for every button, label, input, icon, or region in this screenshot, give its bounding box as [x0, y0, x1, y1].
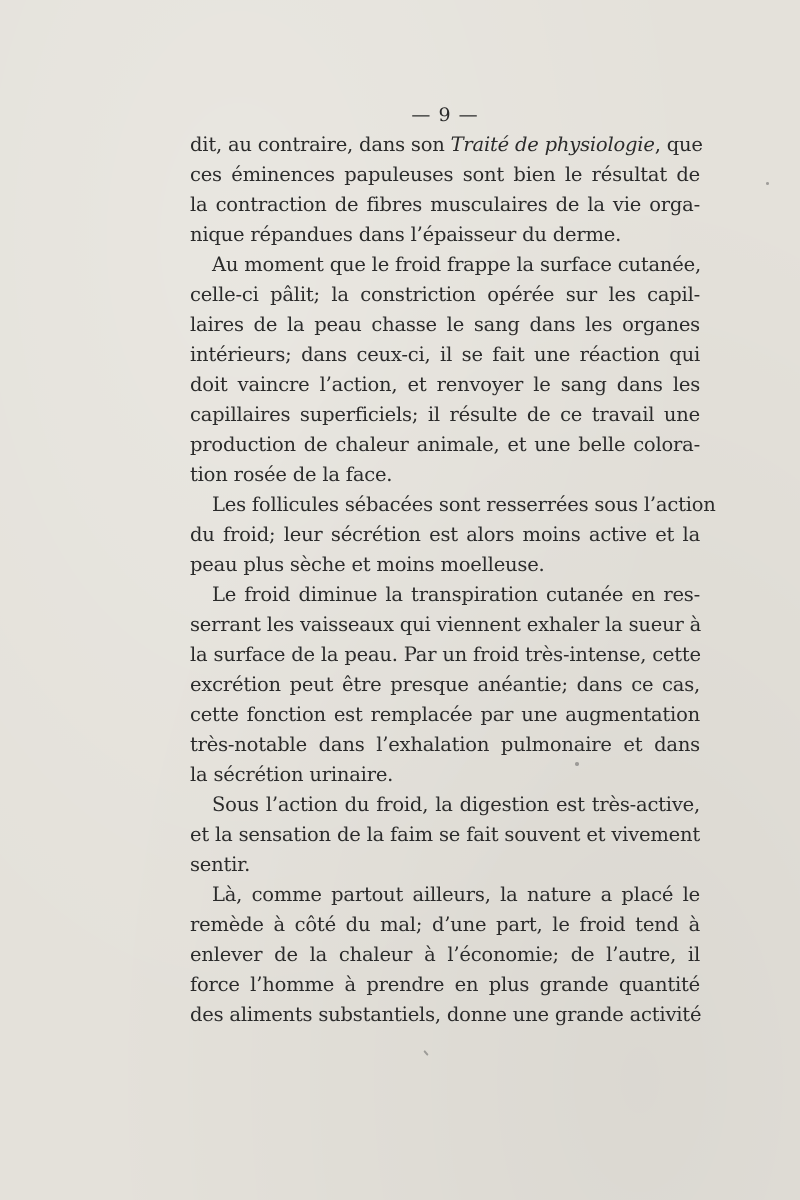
text-line-content: dit, au contraire, dans son: [190, 133, 451, 156]
text-line-content: du froid; leur sécrétion est alors moins active et la: [190, 523, 700, 546]
text-line: [190, 1000, 700, 1030]
paper-speck: [423, 1050, 428, 1056]
text-line: [190, 250, 700, 280]
text-line: [190, 790, 700, 820]
body-text: [190, 130, 716, 1030]
text-line: [190, 130, 703, 160]
text-line-content: intérieurs; dans ceux-ci, il se fait une réaction qui: [190, 343, 700, 366]
paper-speck: [575, 762, 579, 766]
text-line: [190, 520, 700, 550]
book-title: Traité de physiologie: [450, 133, 655, 156]
text-line-content: capillaires superficiels; il résulte de ce travail une: [190, 403, 700, 426]
text-line-content: Au moment que le froid frappe la surface cutanée,: [212, 253, 701, 276]
text-line: [190, 850, 700, 880]
text-line: [190, 820, 700, 850]
text-line-content: doit vaincre l’action, et renvoyer le sang dans les: [190, 373, 700, 396]
text-line: [190, 580, 700, 610]
text-line: [190, 310, 700, 340]
text-line: [190, 760, 700, 790]
text-line: [190, 460, 700, 490]
text-line: [190, 730, 700, 760]
text-line-content: des aliments substantiels, donne une grande activité: [190, 1003, 702, 1026]
text-line-content: sentir.: [190, 853, 251, 876]
text-line-content: serrant les vaisseaux qui viennent exhaler la sueur à: [190, 613, 702, 636]
text-line: [190, 940, 700, 970]
text-line-content: production de chaleur animale, et une belle colora-: [190, 433, 700, 456]
text-line-content: Sous l’action du froid, la digestion est très-active,: [212, 793, 700, 816]
text-line-content: la surface de la peau. Par un froid très-intense, cette: [190, 643, 701, 666]
text-line-content: celle-ci pâlit; la constriction opérée sur les capil-: [190, 283, 700, 306]
text-line-content: remède à côté du mal; d’une part, le froid tend à: [190, 913, 700, 936]
text-line-content: très-notable dans l’exhalation pulmonaire et dans: [190, 733, 700, 756]
text-line-content: et la sensation de la faim se fait souvent et vivement: [190, 823, 700, 846]
text-line: [190, 190, 700, 220]
text-line: [190, 220, 700, 250]
text-line-content: Là, comme partout ailleurs, la nature a placé le: [212, 883, 700, 906]
text-line: [190, 670, 700, 700]
text-line-content: laires de la peau chasse le sang dans les organes: [190, 313, 700, 336]
text-line-content: cette fonction est remplacée par une augmentation: [190, 703, 700, 726]
text-line: [190, 340, 700, 370]
text-line-content: enlever de la chaleur à l’économie; de l’autre, il: [190, 943, 700, 966]
text-line: [190, 490, 716, 520]
text-line-tail: , que: [654, 133, 703, 156]
text-line: [190, 970, 700, 1000]
text-line: [190, 700, 700, 730]
text-line-content: Le froid diminue la transpiration cutanée en res-: [212, 583, 700, 606]
text-line: [190, 910, 700, 940]
text-line-content: la sécrétion urinaire.: [190, 763, 394, 786]
text-line: [190, 400, 700, 430]
text-line-content: force l’homme à prendre en plus grande quantité: [190, 973, 700, 996]
text-line-content: Les follicules sébacées sont resserrées sous l’action: [212, 493, 716, 516]
text-line-content: peau plus sèche et moins moelleuse.: [190, 553, 545, 576]
text-line: [190, 610, 700, 640]
text-line: [190, 160, 700, 190]
text-line: [190, 370, 700, 400]
text-line-content: ces éminences papuleuses sont bien le résultat de: [190, 163, 700, 186]
text-line-content: nique répandues dans l’épaisseur du derme.: [190, 223, 622, 246]
text-line-content: la contraction de fibres musculaires de la vie orga-: [190, 193, 700, 216]
paper-speck: [766, 182, 769, 185]
page-number: — 9 —: [411, 104, 479, 126]
text-line: [190, 640, 700, 670]
text-line-content: excrétion peut être presque anéantie; dans ce cas,: [190, 673, 700, 696]
text-line-content: tion rosée de la face.: [190, 463, 393, 486]
text-line: [190, 550, 700, 580]
text-line: [190, 880, 700, 910]
text-line: [190, 280, 700, 310]
text-line: [190, 430, 700, 460]
